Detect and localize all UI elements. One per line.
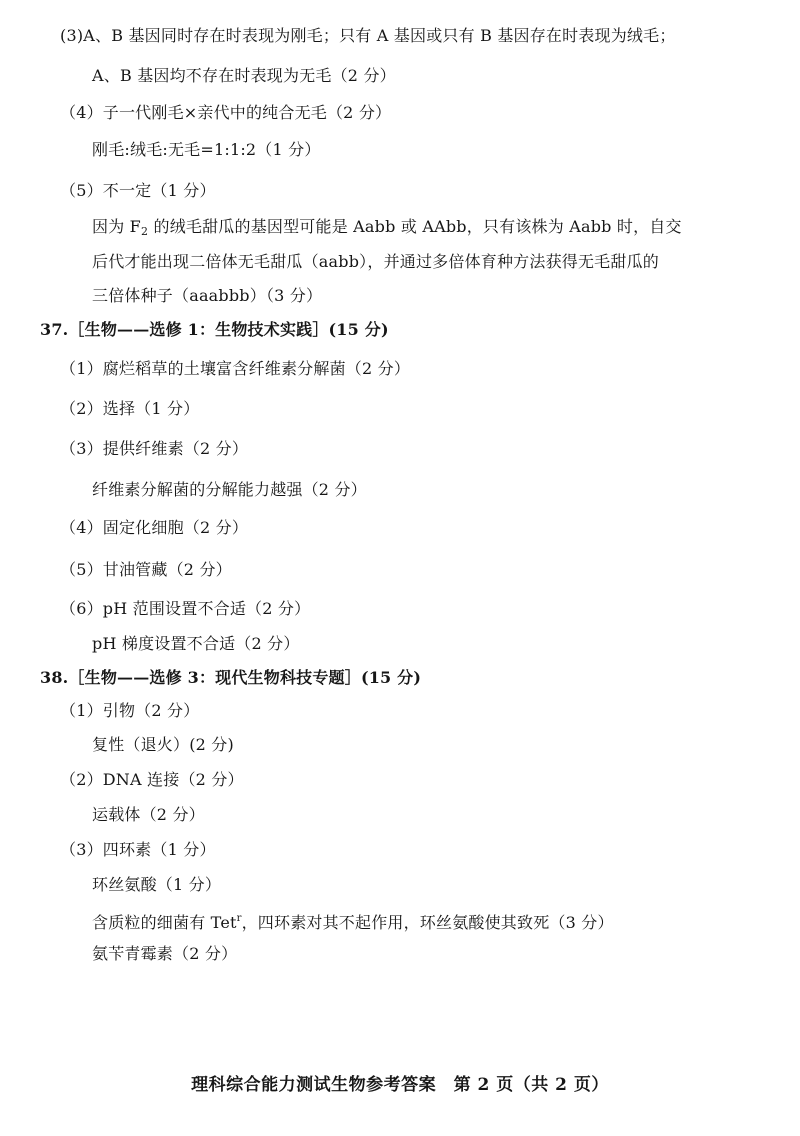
q36-5-line2: 因为 $F_2$ 的绒毛甜瓜的基因型可能是 Aabb 或 AAbb，只有该株为 Aabb 时，自交 bbox=[92, 217, 682, 238]
q37-3-line2: 纤维素分解菌的分解能力越强（2 分） bbox=[92, 480, 367, 499]
q38-3-line3: 含质粒的细菌有 Tet$^r$，四环素对其不起作用，环丝氨酸使其致死（3 分） bbox=[92, 913, 614, 932]
page-footer: 理科综合能力测试生物参考答案 第 2 页（共 2 页） bbox=[191, 1075, 609, 1095]
q38-3-line2: 环丝氨酸（1 分） bbox=[92, 875, 222, 894]
q36-3-line1: (3)A、B 基因同时存在时表现为刚毛；只有 A 基因或只有 B 基因存在时表现为绒毛； bbox=[60, 26, 676, 45]
q37-2: （2）选择（1 分） bbox=[60, 399, 200, 418]
q36-5-line4: 三倍体种子（aaabbb）（3 分） bbox=[92, 286, 323, 305]
q38-3-line4: 氨苄青霉素（2 分） bbox=[92, 944, 238, 963]
q38-1-line1: （1）引物（2 分） bbox=[60, 701, 200, 720]
q36-5-line1: （5）不一定（1 分） bbox=[60, 181, 216, 200]
q37-1: （1）腐烂稻草的土壤富含纤维素分解菌（2 分） bbox=[60, 359, 411, 378]
q37-title: 37.［生物——选修 1：生物技术实践］(15 分) bbox=[40, 320, 389, 339]
q38-1-line2: 复性（退火）(2 分) bbox=[92, 735, 234, 754]
q38-2-line1: （2）DNA 连接（2 分） bbox=[60, 770, 244, 789]
q37-4: （4）固定化细胞（2 分） bbox=[60, 518, 249, 537]
q37-5: （5）甘油管藏（2 分） bbox=[60, 560, 232, 579]
q38-title: 38.［生物——选修 3：现代生物科技专题］(15 分) bbox=[40, 668, 422, 687]
q36-4-line2: 刚毛:绒毛:无毛=1:1:2（1 分） bbox=[92, 140, 321, 159]
q36-5-line3: 后代才能出现二倍体无毛甜瓜（aabb），并通过多倍体育种方法获得无毛甜瓜的 bbox=[92, 252, 659, 271]
q37-6-line2: pH 梯度设置不合适（2 分） bbox=[92, 634, 300, 653]
q38-3-line1: （3）四环素（1 分） bbox=[60, 840, 216, 859]
q38-2-line2: 运载体（2 分） bbox=[92, 805, 205, 824]
q37-3-line1: （3）提供纤维素（2 分） bbox=[60, 439, 249, 458]
q37-6-line1: （6）pH 范围设置不合适（2 分） bbox=[60, 599, 311, 618]
q36-3-line2: A、B 基因均不存在时表现为无毛（2 分） bbox=[92, 66, 396, 85]
q36-4-line1: （4）子一代刚毛×亲代中的纯合无毛（2 分） bbox=[60, 103, 392, 122]
